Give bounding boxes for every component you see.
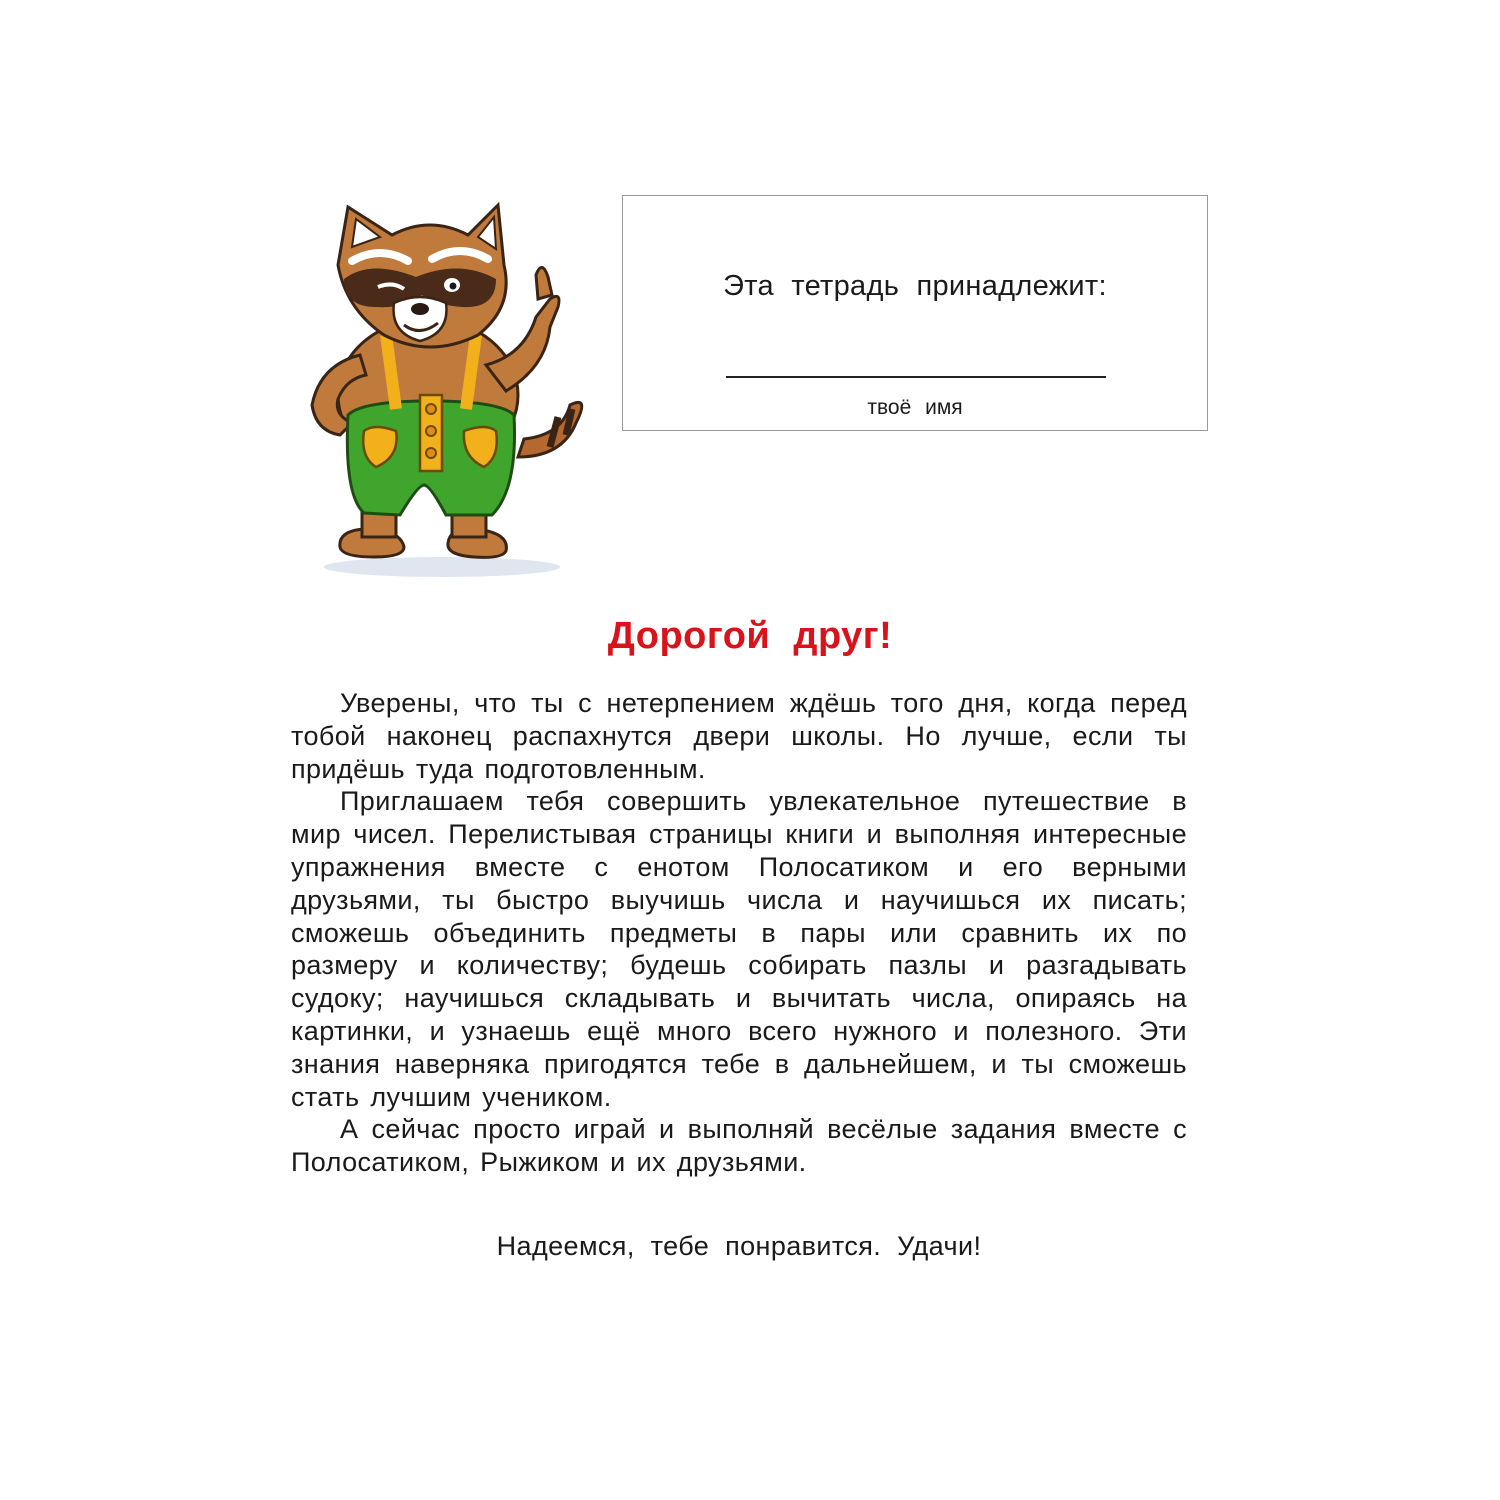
paragraph: А сейчас просто играй и выполняй весёлые задания вместе с Полосатиком, Рыжиком и их друзьями. bbox=[291, 1114, 1187, 1178]
paragraph: Приглашаем тебя совершить увлекательное путешествие в мир чисел. Перелистывая страницы книги и выполняя интересные упражнения вместе с енотом Полосатиком и его верными друзьями, ты быстро выучишь числа и научишься их писать; сможешь объединить предметы в пары или сравнить их по размеру и количеству; будешь собирать пазлы и разгадывать судоку; научишься складывать и вычитать числа, опираясь на картинки, и узнаешь ещё много всего нужного и полезного. Эти знания наверняка пригодятся тебе в дальнейшем, и ты сможешь стать лучшим учеником. bbox=[291, 786, 1187, 1112]
letter-body bbox=[291, 687, 1187, 1179]
closing-line: Надеемся, тебе понравится. Удачи! bbox=[496, 1231, 982, 1261]
owner-name-box bbox=[622, 195, 1208, 431]
raccoon-mascot-icon bbox=[300, 195, 600, 590]
name-field-hint: твоё имя bbox=[867, 396, 963, 419]
name-write-line[interactable] bbox=[726, 376, 1106, 378]
owner-box-title: Эта тетрадь принадлежит: bbox=[723, 270, 1107, 302]
greeting-heading: Дорогой друг! bbox=[607, 615, 893, 657]
paragraph: Уверены, что ты с нетерпением ждёшь того дня, когда перед тобой наконец распахнутся двери школы. Но лучше, если ты придёшь туда подготовленным. bbox=[291, 688, 1187, 784]
